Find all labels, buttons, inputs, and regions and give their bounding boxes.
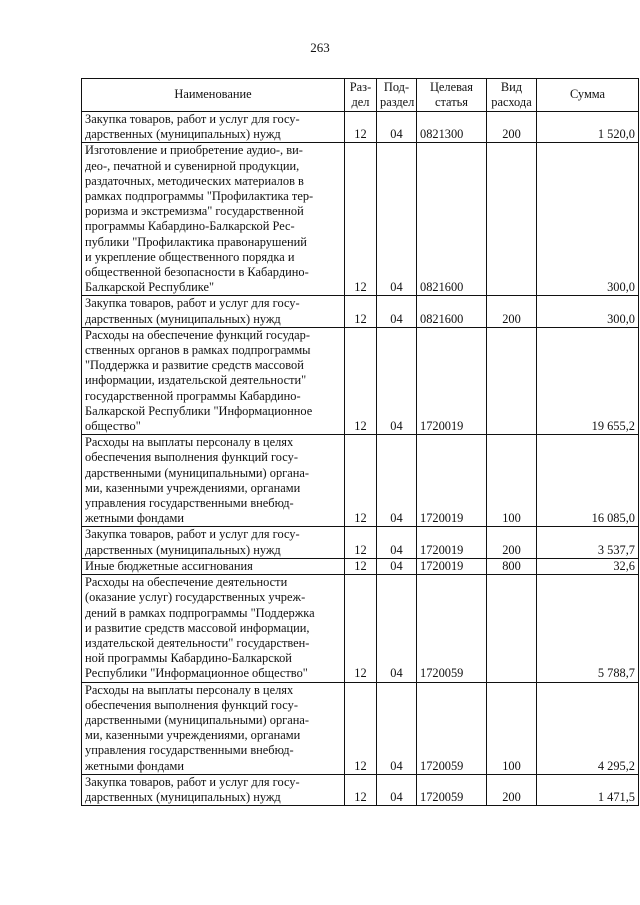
budget-table	[81, 78, 639, 806]
cell-target: 1720019	[417, 527, 487, 558]
cell-sum: 1 471,5	[537, 774, 639, 805]
header-vid: Вид расхода	[487, 79, 537, 112]
cell-podrazdel: 04	[377, 527, 417, 558]
table-row	[82, 527, 639, 558]
page-number: 263	[310, 40, 330, 55]
cell-name: Изготовление и приобретение аудио-, ви- део-, печатной и сувенирной продукции, раздаточных, методических материалов в рамках подпрограммы "Профилактика тер- роризма и экстремизма" государственной программы Кабардино-Балкарской Рес- публики "Профилактика правонарушений и укрепление общественного порядка и общественной безопасности в Кабардино- Балкарской Республике"	[82, 143, 345, 296]
cell-razdel: 12	[345, 296, 377, 327]
cell-vid	[487, 575, 537, 682]
cell-razdel: 12	[345, 558, 377, 574]
cell-name: Расходы на обеспечение деятельности (оказание услуг) государственных учреж- дений в рамках подпрограммы "Поддержка и развитие средств массовой информации, издательской деятельности" государствен- ной программы Кабардино-Балкарской Республики "Информационное общество"	[82, 575, 345, 682]
header-podrazdel: Под- раздел	[377, 79, 417, 112]
header-target: Целевая статья	[417, 79, 487, 112]
table-header-row	[82, 79, 639, 112]
cell-name: Закупка товаров, работ и услуг для госу- дарственных (муниципальных) нужд	[82, 527, 345, 558]
table-row	[82, 682, 639, 774]
table-row	[82, 143, 639, 296]
cell-name: Закупка товаров, работ и услуг для госу- дарственных (муниципальных) нужд	[82, 774, 345, 805]
table-row	[82, 296, 639, 327]
cell-name: Иные бюджетные ассигнования	[82, 558, 345, 574]
cell-vid: 100	[487, 435, 537, 527]
cell-target: 1720019	[417, 435, 487, 527]
cell-razdel: 12	[345, 774, 377, 805]
header-sum: Сумма	[537, 79, 639, 112]
header-razdel: Раз- дел	[345, 79, 377, 112]
cell-razdel: 12	[345, 527, 377, 558]
table-row	[82, 112, 639, 143]
cell-vid: 200	[487, 527, 537, 558]
cell-name: Расходы на выплаты персоналу в целях обеспечения выполнения функций госу- дарственными (муниципальными) органа- ми, казенными учреждениями, органами управления государственными внебюд- жетными фондами	[82, 435, 345, 527]
cell-sum: 16 085,0	[537, 435, 639, 527]
cell-razdel: 12	[345, 327, 377, 434]
cell-razdel: 12	[345, 112, 377, 143]
cell-razdel: 12	[345, 575, 377, 682]
table-row	[82, 575, 639, 682]
cell-target: 1720019	[417, 327, 487, 434]
cell-podrazdel: 04	[377, 558, 417, 574]
cell-podrazdel: 04	[377, 327, 417, 434]
cell-sum: 300,0	[537, 296, 639, 327]
cell-podrazdel: 04	[377, 112, 417, 143]
cell-sum: 4 295,2	[537, 682, 639, 774]
cell-podrazdel: 04	[377, 296, 417, 327]
cell-name: Закупка товаров, работ и услуг для госу- дарственных (муниципальных) нужд	[82, 296, 345, 327]
cell-target: 0821600	[417, 296, 487, 327]
cell-target: 1720019	[417, 558, 487, 574]
cell-vid: 800	[487, 558, 537, 574]
cell-razdel: 12	[345, 143, 377, 296]
cell-podrazdel: 04	[377, 143, 417, 296]
cell-razdel: 12	[345, 435, 377, 527]
table-row	[82, 774, 639, 805]
table-row	[82, 558, 639, 574]
cell-sum: 19 655,2	[537, 327, 639, 434]
cell-target: 1720059	[417, 575, 487, 682]
cell-podrazdel: 04	[377, 435, 417, 527]
table-row	[82, 327, 639, 434]
cell-podrazdel: 04	[377, 682, 417, 774]
cell-name: Расходы на обеспечение функций государ- ственных органов в рамках подпрограммы "Поддержка и развитие средств массовой информации, издательской деятельности" государственной программы Кабардино- Балкарской Республики "Информационное общество"	[82, 327, 345, 434]
cell-razdel: 12	[345, 682, 377, 774]
cell-target: 0821300	[417, 112, 487, 143]
cell-vid: 200	[487, 112, 537, 143]
cell-target: 0821600	[417, 143, 487, 296]
cell-sum: 1 520,0	[537, 112, 639, 143]
cell-vid: 200	[487, 774, 537, 805]
cell-vid: 200	[487, 296, 537, 327]
cell-target: 1720059	[417, 774, 487, 805]
cell-vid	[487, 327, 537, 434]
cell-sum: 3 537,7	[537, 527, 639, 558]
header-name: Наименование	[82, 79, 345, 112]
cell-sum: 300,0	[537, 143, 639, 296]
cell-podrazdel: 04	[377, 774, 417, 805]
cell-target: 1720059	[417, 682, 487, 774]
cell-vid: 100	[487, 682, 537, 774]
cell-sum: 32,6	[537, 558, 639, 574]
table-body	[82, 112, 639, 806]
cell-podrazdel: 04	[377, 575, 417, 682]
cell-name: Закупка товаров, работ и услуг для госу- дарственных (муниципальных) нужд	[82, 112, 345, 143]
table-row	[82, 435, 639, 527]
cell-sum: 5 788,7	[537, 575, 639, 682]
cell-vid	[487, 143, 537, 296]
cell-name: Расходы на выплаты персоналу в целях обеспечения выполнения функций госу- дарственными (муниципальными) органа- ми, казенными учреждениями, органами управления государственными внебюд- жетными фондами	[82, 682, 345, 774]
